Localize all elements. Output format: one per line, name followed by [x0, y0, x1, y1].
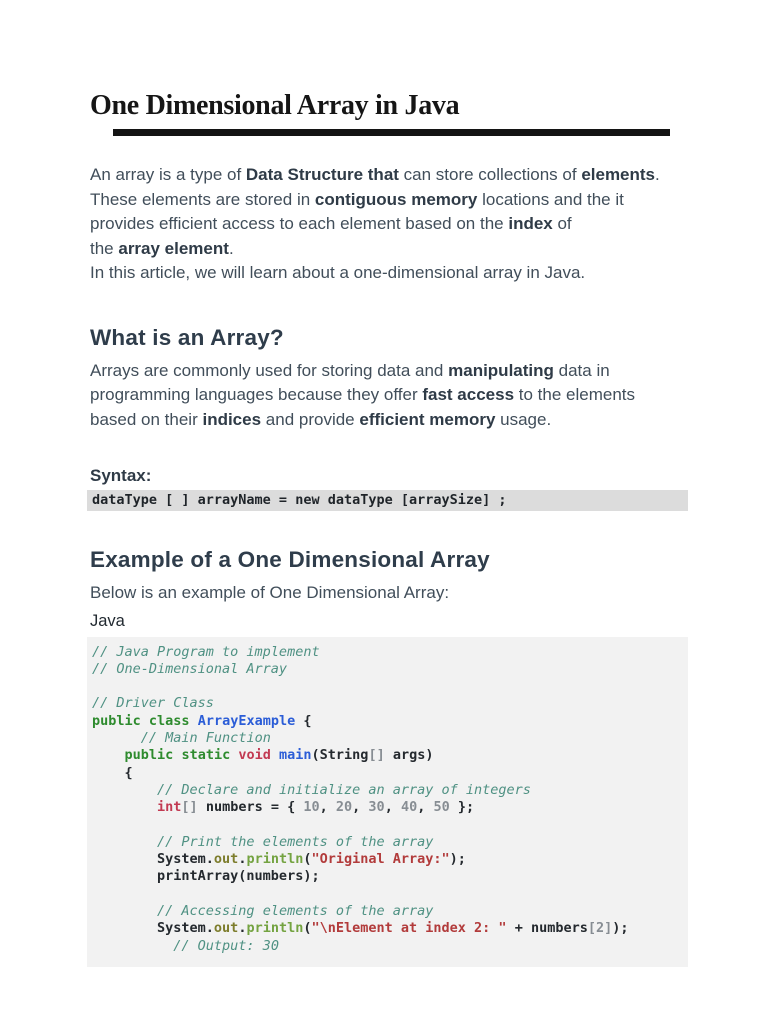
code-line: // Accessing elements of the array	[157, 902, 434, 919]
text-line: These elements are stored in contiguous memory locations and the it	[90, 189, 624, 209]
text-line: An array is a type of Data Structure that can store collections of elements.	[90, 165, 660, 184]
syntax-label: Syntax:	[90, 466, 152, 485]
code-line: // Main Function	[140, 729, 271, 746]
code-line: {	[92, 764, 133, 781]
code-line: System.out.println("Original Array:");	[92, 851, 466, 868]
code-line	[92, 886, 688, 903]
code-line: // Driver Class	[92, 695, 214, 712]
code-line	[92, 678, 688, 695]
page-title: One Dimensional Array in Java	[90, 90, 460, 121]
code-line: // Declare and initialize an array of integers	[157, 781, 531, 798]
text-line: programming languages because they offer fast access to the elements	[90, 385, 635, 404]
code-line: // Output: 30	[173, 937, 279, 954]
text-line: provides efficient access to each element based on the index of	[90, 214, 572, 233]
code-language-label: Java	[90, 611, 125, 630]
document-page	[90, 0, 690, 967]
text-line: based on their indices and provide efficient memory usage.	[90, 409, 552, 429]
section-heading-example: Example of a One Dimensional Array	[90, 547, 490, 572]
title-underline	[113, 129, 670, 136]
code-line: // One-Dimensional Array	[92, 660, 288, 677]
syntax-code-line: dataType [ ] arrayName = new dataType [arraySize] ;	[87, 490, 688, 511]
code-line: int[] numbers = { 10, 20, 30, 40, 50 };	[157, 799, 475, 816]
section-heading-what-is-an-array: What is an Array?	[90, 324, 284, 350]
what-is-array-paragraph	[90, 359, 690, 433]
code-line: printArray(numbers);	[92, 868, 320, 885]
text-line: the array element.	[90, 238, 234, 258]
text-line: In this article, we will learn about a one-dimensional array in Java.	[90, 263, 586, 282]
intro-paragraph	[90, 163, 690, 286]
example-subtext: Below is an example of One Dimensional Array:	[90, 583, 450, 602]
code-line: public static void main(String[] args)	[124, 747, 434, 764]
code-line	[92, 816, 688, 833]
code-line: public class ArrayExample {	[92, 712, 312, 729]
java-code-block	[87, 637, 688, 967]
code-line: // Java Program to implement	[92, 643, 320, 660]
code-line: System.out.println("\nElement at index 2: " + numbers[2]);	[92, 920, 629, 937]
text-line: Arrays are commonly used for storing data and manipulating data in	[90, 360, 610, 380]
code-line: // Print the elements of the array	[157, 833, 434, 850]
